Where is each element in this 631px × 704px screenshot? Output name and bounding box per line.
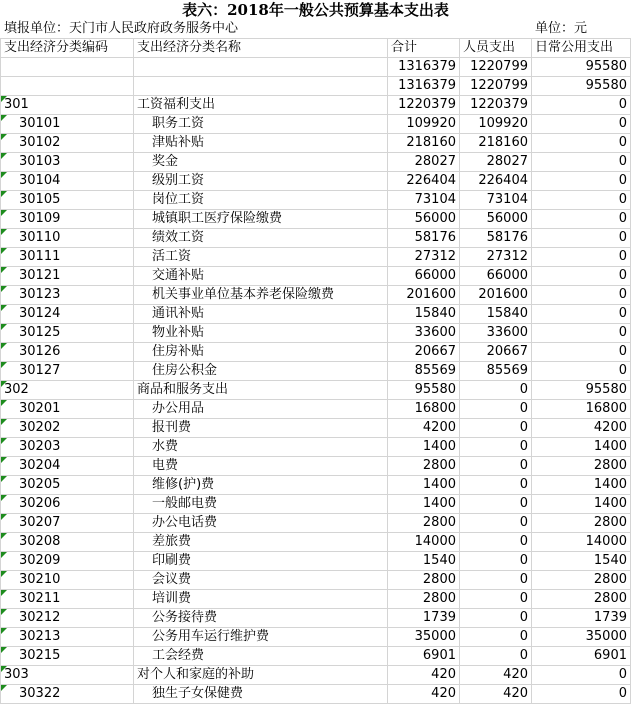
public-cell[interactable]: 1400	[532, 438, 631, 457]
public-cell[interactable]: 1400	[532, 495, 631, 514]
code-text: 30204	[19, 458, 61, 473]
code-text: 30201	[19, 401, 61, 416]
code-cell[interactable]	[1, 229, 134, 248]
public-cell[interactable]: 0	[532, 115, 631, 134]
code-cell[interactable]	[1, 476, 134, 495]
total-code-cell[interactable]	[1, 77, 134, 96]
name-cell[interactable]: 差旅费	[134, 533, 388, 552]
name-cell[interactable]: 对个人和家庭的补助	[134, 666, 388, 685]
personnel-cell[interactable]: 20667	[460, 343, 532, 362]
item-row	[1, 267, 631, 286]
code-text: 30211	[19, 591, 61, 606]
public-cell[interactable]: 0	[532, 248, 631, 267]
public-cell[interactable]: 1400	[532, 476, 631, 495]
code-text: 30207	[19, 515, 61, 530]
personnel-cell[interactable]: 0	[460, 438, 532, 457]
text-number-indicator-icon	[1, 381, 7, 387]
code-cell[interactable]	[1, 571, 134, 590]
code-cell[interactable]	[1, 400, 134, 419]
total-code-cell[interactable]	[1, 58, 134, 77]
total-public-cell[interactable]: 95580	[532, 77, 631, 96]
item-row	[1, 438, 631, 457]
code-cell[interactable]	[1, 305, 134, 324]
name-cell[interactable]: 印刷费	[134, 552, 388, 571]
total-cell[interactable]: 1540	[388, 552, 460, 571]
total-cell[interactable]: 33600	[388, 324, 460, 343]
total-cell[interactable]: 420	[388, 666, 460, 685]
total-cell[interactable]: 15840	[388, 305, 460, 324]
personnel-cell[interactable]: 33600	[460, 324, 532, 343]
code-cell[interactable]	[1, 267, 134, 286]
personnel-cell[interactable]: 201600	[460, 286, 532, 305]
public-cell[interactable]: 14000	[532, 533, 631, 552]
code-cell[interactable]	[1, 286, 134, 305]
total-cell[interactable]: 218160	[388, 134, 460, 153]
item-row	[1, 286, 631, 305]
name-cell[interactable]: 通讯补贴	[134, 305, 388, 324]
text-number-indicator-icon	[1, 153, 7, 159]
public-cell[interactable]: 2800	[532, 514, 631, 533]
text-number-indicator-icon	[1, 628, 7, 634]
code-text: 30206	[19, 496, 61, 511]
code-text: 30210	[19, 572, 61, 587]
item-row	[1, 324, 631, 343]
public-cell[interactable]: 0	[532, 191, 631, 210]
code-cell[interactable]	[1, 210, 134, 229]
code-text: 30124	[19, 306, 61, 321]
code-text: 30103	[19, 154, 61, 169]
code-cell[interactable]	[1, 362, 134, 381]
total-personnel-cell[interactable]: 1220799	[460, 77, 532, 96]
total-cell[interactable]: 35000	[388, 628, 460, 647]
code-text: 30322	[19, 686, 61, 701]
total-name-cell[interactable]	[134, 58, 388, 77]
public-cell[interactable]: 0	[532, 229, 631, 248]
name-cell[interactable]: 物业补贴	[134, 324, 388, 343]
item-row	[1, 343, 631, 362]
text-number-indicator-icon	[1, 533, 7, 539]
code-cell[interactable]	[1, 134, 134, 153]
name-cell[interactable]: 岗位工资	[134, 191, 388, 210]
text-number-indicator-icon	[1, 419, 7, 425]
name-cell[interactable]: 工资福利支出	[134, 96, 388, 115]
name-cell[interactable]: 水费	[134, 438, 388, 457]
public-cell[interactable]: 0	[532, 305, 631, 324]
filler-unit-label: 填报单位：天门市人民政府政务服务中心	[4, 21, 239, 36]
code-text: 302	[4, 382, 29, 397]
public-cell[interactable]: 35000	[532, 628, 631, 647]
code-cell[interactable]	[1, 343, 134, 362]
code-text: 30110	[19, 230, 61, 245]
code-text: 30202	[19, 420, 61, 435]
code-cell[interactable]	[1, 647, 134, 666]
text-number-indicator-icon	[1, 267, 7, 273]
text-number-indicator-icon	[1, 552, 7, 558]
text-number-indicator-icon	[1, 400, 7, 406]
personnel-cell[interactable]: 73104	[460, 191, 532, 210]
item-row	[1, 191, 631, 210]
code-cell[interactable]	[1, 457, 134, 476]
expenditure-table	[0, 38, 631, 704]
text-number-indicator-icon	[1, 647, 7, 653]
public-cell[interactable]: 0	[532, 267, 631, 286]
code-cell[interactable]	[1, 248, 134, 267]
personnel-cell[interactable]: 420	[460, 666, 532, 685]
item-row	[1, 685, 631, 704]
code-text: 30102	[19, 135, 61, 150]
code-cell[interactable]	[1, 381, 134, 400]
item-row	[1, 172, 631, 191]
item-row	[1, 476, 631, 495]
total-cell[interactable]: 28027	[388, 153, 460, 172]
category-row	[1, 381, 631, 400]
code-cell[interactable]	[1, 590, 134, 609]
total-row	[1, 58, 631, 77]
name-cell[interactable]: 办公用品	[134, 400, 388, 419]
public-cell[interactable]: 95580	[532, 381, 631, 400]
personnel-cell[interactable]: 0	[460, 571, 532, 590]
total-cell[interactable]: 1739	[388, 609, 460, 628]
code-text: 30125	[19, 325, 61, 340]
public-cell[interactable]: 0	[532, 362, 631, 381]
item-row	[1, 229, 631, 248]
text-number-indicator-icon	[1, 343, 7, 349]
name-cell[interactable]: 办公电话费	[134, 514, 388, 533]
total-cell[interactable]: 1220379	[388, 96, 460, 115]
code-text: 30123	[19, 287, 61, 302]
item-row	[1, 248, 631, 267]
personnel-cell[interactable]: 0	[460, 400, 532, 419]
code-cell[interactable]	[1, 115, 134, 134]
public-cell[interactable]: 1739	[532, 609, 631, 628]
code-text: 30205	[19, 477, 61, 492]
personnel-cell[interactable]: 226404	[460, 172, 532, 191]
total-cell[interactable]: 20667	[388, 343, 460, 362]
code-cell[interactable]	[1, 172, 134, 191]
total-cell[interactable]: 2800	[388, 457, 460, 476]
text-number-indicator-icon	[1, 609, 7, 615]
code-text: 30121	[19, 268, 61, 283]
code-text: 301	[4, 97, 29, 112]
code-text: 30208	[19, 534, 61, 549]
public-cell[interactable]: 2800	[532, 571, 631, 590]
currency-unit-label: 单位：元	[535, 21, 588, 36]
personnel-cell[interactable]: 27312	[460, 248, 532, 267]
personnel-cell[interactable]: 0	[460, 514, 532, 533]
total-personnel-cell[interactable]: 1220799	[460, 58, 532, 77]
name-cell[interactable]: 培训费	[134, 590, 388, 609]
text-number-indicator-icon	[1, 248, 7, 254]
header-public[interactable]: 日常公用支出	[532, 39, 631, 58]
text-number-indicator-icon	[1, 571, 7, 577]
personnel-cell[interactable]: 0	[460, 381, 532, 400]
name-cell[interactable]: 商品和服务支出	[134, 381, 388, 400]
total-cell[interactable]: 95580	[388, 381, 460, 400]
total-cell[interactable]: 6901	[388, 647, 460, 666]
total-cell[interactable]: 1400	[388, 476, 460, 495]
text-number-indicator-icon	[1, 438, 7, 444]
code-cell[interactable]	[1, 685, 134, 704]
total-cell[interactable]: 2800	[388, 571, 460, 590]
text-number-indicator-icon	[1, 476, 7, 482]
total-cell[interactable]: 1400	[388, 495, 460, 514]
total-cell[interactable]: 1400	[388, 438, 460, 457]
text-number-indicator-icon	[1, 210, 7, 216]
code-cell[interactable]	[1, 324, 134, 343]
personnel-cell[interactable]: 0	[460, 590, 532, 609]
text-number-indicator-icon	[1, 685, 7, 691]
public-cell[interactable]: 2800	[532, 590, 631, 609]
public-cell[interactable]: 0	[532, 286, 631, 305]
text-number-indicator-icon	[1, 96, 7, 102]
personnel-cell[interactable]: 109920	[460, 115, 532, 134]
public-cell[interactable]: 0	[532, 210, 631, 229]
code-cell[interactable]	[1, 552, 134, 571]
text-number-indicator-icon	[1, 172, 7, 178]
header-row	[1, 39, 631, 58]
code-text: 30212	[19, 610, 61, 625]
code-cell[interactable]	[1, 419, 134, 438]
public-cell[interactable]: 0	[532, 134, 631, 153]
personnel-cell[interactable]: 0	[460, 457, 532, 476]
name-cell[interactable]: 交通补贴	[134, 267, 388, 286]
text-number-indicator-icon	[1, 362, 7, 368]
code-text: 30203	[19, 439, 61, 454]
item-row	[1, 305, 631, 324]
item-row	[1, 495, 631, 514]
code-text: 30209	[19, 553, 61, 568]
total-cell[interactable]: 73104	[388, 191, 460, 210]
total-cell[interactable]: 201600	[388, 286, 460, 305]
name-cell[interactable]: 职务工资	[134, 115, 388, 134]
code-cell[interactable]	[1, 495, 134, 514]
code-text: 30111	[19, 249, 61, 264]
item-row	[1, 514, 631, 533]
personnel-cell[interactable]: 0	[460, 647, 532, 666]
header-total[interactable]: 合计	[388, 39, 460, 58]
personnel-cell[interactable]: 66000	[460, 267, 532, 286]
code-text: 30215	[19, 648, 61, 663]
name-cell[interactable]: 津贴补贴	[134, 134, 388, 153]
code-text: 30101	[19, 116, 61, 131]
header-personnel[interactable]: 人员支出	[460, 39, 532, 58]
code-cell[interactable]	[1, 609, 134, 628]
personnel-cell[interactable]: 0	[460, 419, 532, 438]
code-cell[interactable]	[1, 191, 134, 210]
total-cell[interactable]: 2800	[388, 590, 460, 609]
text-number-indicator-icon	[1, 666, 7, 672]
personnel-cell[interactable]: 28027	[460, 153, 532, 172]
name-cell[interactable]: 独生子女保健费	[134, 685, 388, 704]
code-text: 30127	[19, 363, 61, 378]
code-text: 30109	[19, 211, 61, 226]
name-cell[interactable]: 城镇职工医疗保险缴费	[134, 210, 388, 229]
total-cell[interactable]: 109920	[388, 115, 460, 134]
item-row	[1, 115, 631, 134]
total-cell[interactable]: 4200	[388, 419, 460, 438]
personnel-cell[interactable]: 0	[460, 609, 532, 628]
total-cell[interactable]: 85569	[388, 362, 460, 381]
public-cell[interactable]: 2800	[532, 457, 631, 476]
total-cell[interactable]: 56000	[388, 210, 460, 229]
name-cell[interactable]: 机关事业单位基本养老保险缴费	[134, 286, 388, 305]
total-total-cell[interactable]: 1316379	[388, 77, 460, 96]
text-number-indicator-icon	[1, 324, 7, 330]
total-cell[interactable]: 420	[388, 685, 460, 704]
total-cell[interactable]: 226404	[388, 172, 460, 191]
item-row	[1, 210, 631, 229]
name-cell[interactable]: 报刊费	[134, 419, 388, 438]
total-cell[interactable]: 16800	[388, 400, 460, 419]
code-text: 30105	[19, 192, 61, 207]
name-cell[interactable]: 活工资	[134, 248, 388, 267]
text-number-indicator-icon	[1, 229, 7, 235]
name-cell[interactable]: 住房补贴	[134, 343, 388, 362]
header-name[interactable]: 支出经济分类名称	[134, 39, 388, 58]
name-cell[interactable]: 工会经费	[134, 647, 388, 666]
public-cell[interactable]: 6901	[532, 647, 631, 666]
item-row	[1, 153, 631, 172]
code-cell[interactable]	[1, 438, 134, 457]
total-cell[interactable]: 14000	[388, 533, 460, 552]
total-cell[interactable]: 58176	[388, 229, 460, 248]
personnel-cell[interactable]: 218160	[460, 134, 532, 153]
item-row	[1, 590, 631, 609]
public-cell[interactable]: 0	[532, 153, 631, 172]
item-row	[1, 400, 631, 419]
category-row	[1, 96, 631, 115]
text-number-indicator-icon	[1, 305, 7, 311]
text-number-indicator-icon	[1, 457, 7, 463]
name-cell[interactable]: 级别工资	[134, 172, 388, 191]
personnel-cell[interactable]: 420	[460, 685, 532, 704]
code-text: 30213	[19, 629, 61, 644]
personnel-cell[interactable]: 15840	[460, 305, 532, 324]
code-text: 30126	[19, 344, 61, 359]
total-row	[1, 77, 631, 96]
personnel-cell[interactable]: 1220379	[460, 96, 532, 115]
code-cell[interactable]	[1, 96, 134, 115]
name-cell[interactable]: 会议费	[134, 571, 388, 590]
code-cell[interactable]	[1, 514, 134, 533]
total-total-cell[interactable]: 1316379	[388, 58, 460, 77]
text-number-indicator-icon	[1, 514, 7, 520]
name-cell[interactable]: 维修(护)费	[134, 476, 388, 495]
personnel-cell[interactable]: 56000	[460, 210, 532, 229]
code-cell[interactable]	[1, 153, 134, 172]
code-text: 30104	[19, 173, 61, 188]
public-cell[interactable]: 0	[532, 172, 631, 191]
header-code[interactable]: 支出经济分类编码	[1, 39, 134, 58]
code-cell[interactable]	[1, 628, 134, 647]
total-cell[interactable]: 2800	[388, 514, 460, 533]
item-row	[1, 628, 631, 647]
item-row	[1, 552, 631, 571]
public-cell[interactable]: 1540	[532, 552, 631, 571]
item-row	[1, 419, 631, 438]
text-number-indicator-icon	[1, 115, 7, 121]
sheet-title: 表六：2018年一般公共预算基本支出表	[182, 1, 449, 19]
name-cell[interactable]: 公务用车运行维护费	[134, 628, 388, 647]
category-row	[1, 666, 631, 685]
public-cell[interactable]: 0	[532, 666, 631, 685]
personnel-cell[interactable]: 0	[460, 476, 532, 495]
total-cell[interactable]: 27312	[388, 248, 460, 267]
public-cell[interactable]: 4200	[532, 419, 631, 438]
name-cell[interactable]: 一般邮电费	[134, 495, 388, 514]
item-row	[1, 533, 631, 552]
personnel-cell[interactable]: 58176	[460, 229, 532, 248]
personnel-cell[interactable]: 0	[460, 495, 532, 514]
item-row	[1, 609, 631, 628]
code-cell[interactable]	[1, 533, 134, 552]
code-cell[interactable]	[1, 666, 134, 685]
text-number-indicator-icon	[1, 286, 7, 292]
item-row	[1, 457, 631, 476]
total-cell[interactable]: 66000	[388, 267, 460, 286]
personnel-cell[interactable]: 85569	[460, 362, 532, 381]
personnel-cell[interactable]: 0	[460, 552, 532, 571]
item-row	[1, 362, 631, 381]
personnel-cell[interactable]: 0	[460, 533, 532, 552]
name-cell[interactable]: 公务接待费	[134, 609, 388, 628]
total-name-cell[interactable]	[134, 77, 388, 96]
public-cell[interactable]: 0	[532, 685, 631, 704]
item-row	[1, 647, 631, 666]
code-text: 303	[4, 667, 29, 682]
item-row	[1, 134, 631, 153]
public-cell[interactable]: 0	[532, 343, 631, 362]
item-row	[1, 571, 631, 590]
name-cell[interactable]: 电费	[134, 457, 388, 476]
text-number-indicator-icon	[1, 495, 7, 501]
name-cell[interactable]: 绩效工资	[134, 229, 388, 248]
public-cell[interactable]: 0	[532, 324, 631, 343]
public-cell[interactable]: 0	[532, 96, 631, 115]
text-number-indicator-icon	[1, 590, 7, 596]
text-number-indicator-icon	[1, 134, 7, 140]
name-cell[interactable]: 住房公积金	[134, 362, 388, 381]
personnel-cell[interactable]: 0	[460, 628, 532, 647]
total-public-cell[interactable]: 95580	[532, 58, 631, 77]
public-cell[interactable]: 16800	[532, 400, 631, 419]
text-number-indicator-icon	[1, 191, 7, 197]
name-cell[interactable]: 奖金	[134, 153, 388, 172]
